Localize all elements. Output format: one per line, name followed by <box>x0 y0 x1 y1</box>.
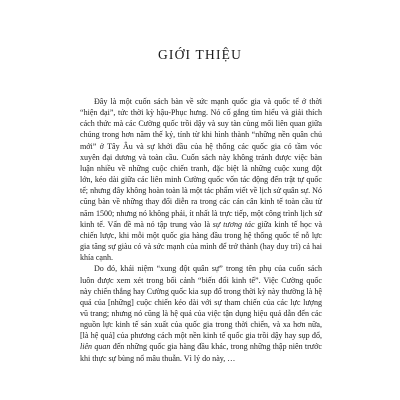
paragraph-2-text-2: đến những quốc gia hàng đầu khác, trong những thập niên trước khi thực sự bùng nổ mâu thuẫn. Vì lý do này, … <box>80 342 322 363</box>
paragraph-1-italic-phrase: sự tương tác <box>212 219 255 229</box>
paragraph-2-italic-phrase: liên quan <box>80 342 111 352</box>
paragraph-1 <box>80 96 322 263</box>
chapter-heading: GIỚI THIỆU <box>157 47 243 62</box>
paragraph-1-text-2: giữa kinh tế học và chiến lược, khi mỗi một quốc gia hàng đầu trong hệ thống quốc tế nỗ lực gia tăng sự giàu có và sức mạnh của mình để trở thành (hay duy trì) cả hai khía cạnh. <box>80 219 323 263</box>
paragraph-2 <box>80 263 322 363</box>
body-text <box>80 96 322 364</box>
paragraph-1-text-1: Đây là một cuốn sách bàn về sức mạnh quốc gia và quốc tế ở thời “hiện đại”, tức thời kỳ hậu-Phục hưng. Nó cố gắng tìm hiểu và giải thích cách thức mà các Cường quốc trồi dậy và suy tàn cùng mối liên quan giữa chúng trong hơn năm thế kỷ, tính từ khi hình thành “những nền quân chủ mới” ở Tây Âu và sự khởi đầu của hệ thống các quốc gia có tầm vóc xuyên đại dương và toàn cầu. Cuốn sách này không tránh được việc bàn luận nhiều về những cuộc chiến tranh, đặc biệt là những cuộc xung đột lớn, kéo dài giữa các liên minh Cường quốc vốn tác động đến trật tự quốc tế; nhưng đây không hoàn toàn là một tác phẩm viết về lịch sử quân sự. Nó cũng bàn về những thay đổi diễn ra trong các cán cân kinh tế toàn cầu từ năm 1500; nhưng nó không phải, ít nhất là trực tiếp, một công trình lịch sử kinh tế. Vấn đề mà nó tập trung vào là <box>80 97 322 229</box>
paragraph-2-text-1: Do đó, khái niệm “xung đột quân sự” trong tên phụ của cuốn sách luôn được xem xét trong bối cảnh “biến đổi kinh tế”. Việc Cường quốc này chiến thắng hay Cường quốc kia sụp đổ trong thời kỳ này thường là hệ quả của [những] cuộc chiến kéo dài với sự tham chiến của các lực lượng vũ trang; nhưng nó cũng là hệ quả của việc tận dụng hiệu quả dẫn đến các nguồn lực kinh tế sản xuất của quốc gia trong thời chiến, và xa hơn nữa, [là hệ quả] của phương cách một nền kinh tế quốc gia trồi dậy hay sụp đổ, <box>80 264 322 341</box>
